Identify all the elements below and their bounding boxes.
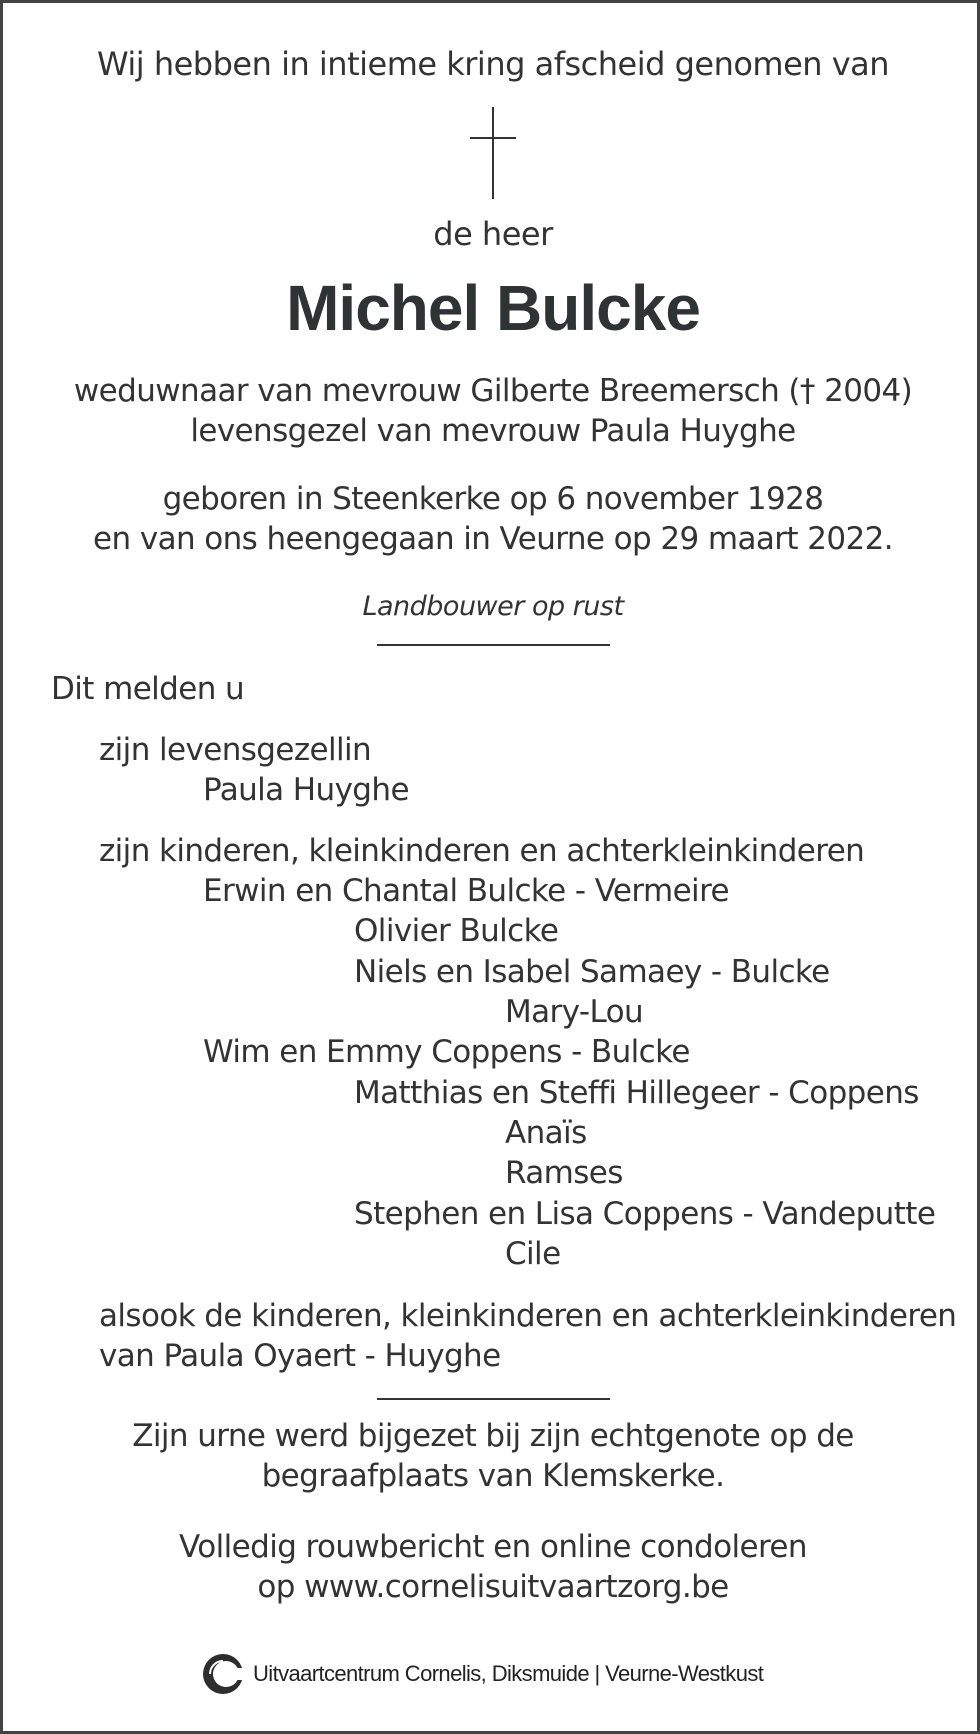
children-label: zijn kinderen, kleinkinderen en achterkleinkinderen bbox=[99, 833, 865, 869]
family-member: Erwin en Chantal Bulcke - Vermeire bbox=[203, 873, 730, 909]
occupation: Landbouwer op rust bbox=[362, 591, 624, 622]
also-line-2: van Paula Oyaert - Huyghe bbox=[99, 1338, 501, 1374]
death-line: en van ons heengegaan in Veurne op 29 maart 2022. bbox=[93, 521, 893, 557]
cornelis-logo-icon bbox=[201, 1652, 245, 1696]
family-member: Niels en Isabel Samaey - Bulcke bbox=[354, 954, 830, 990]
online-line-2: op www.cornelisuitvaartzorg.be bbox=[257, 1569, 729, 1605]
deceased-name: Michel Bulcke bbox=[286, 272, 700, 344]
birth-line: geboren in Steenkerke op 6 november 1928 bbox=[162, 481, 824, 517]
family-member: Mary-Lou bbox=[505, 994, 644, 1030]
family-member: Ramses bbox=[505, 1155, 623, 1191]
urn-line-2: begraafplaats van Klemskerke. bbox=[261, 1458, 725, 1494]
also-line-1: alsook de kinderen, kleinkinderen en achterkleinkinderen bbox=[99, 1298, 957, 1334]
funeral-home-footer bbox=[201, 1651, 763, 1697]
intro-text: Wij hebben in intieme kring afscheid genomen van bbox=[96, 45, 890, 83]
urn-line-1: Zijn urne werd bijgezet bij zijn echtgenote op de bbox=[132, 1418, 854, 1454]
family-member: Stephen en Lisa Coppens - Vandeputte bbox=[354, 1196, 936, 1232]
divider-bottom bbox=[377, 1398, 610, 1400]
family-member: Olivier Bulcke bbox=[354, 913, 559, 949]
widower-line: weduwnaar van mevrouw Gilberte Breemersch († 2004) bbox=[73, 373, 913, 409]
partner-name: Paula Huyghe bbox=[203, 772, 409, 808]
partner-label: zijn levensgezellin bbox=[99, 732, 372, 768]
family-member: Cile bbox=[505, 1236, 561, 1272]
family-member: Matthias en Steffi Hillegeer - Coppens bbox=[354, 1075, 919, 1111]
partner-line: levensgezel van mevrouw Paula Huyghe bbox=[190, 413, 796, 449]
family-member: Wim en Emmy Coppens - Bulcke bbox=[203, 1034, 690, 1070]
family-member: Anaïs bbox=[505, 1115, 587, 1151]
honorific: de heer bbox=[433, 215, 553, 253]
online-line-1: Volledig rouwbericht en online condoleren bbox=[179, 1529, 807, 1565]
announce-intro: Dit melden u bbox=[51, 671, 245, 707]
funeral-home-name: Uitvaartcentrum Cornelis, Diksmuide | Veurne-Westkust bbox=[253, 1661, 764, 1686]
divider-top bbox=[377, 644, 610, 646]
cross-icon bbox=[470, 107, 516, 199]
